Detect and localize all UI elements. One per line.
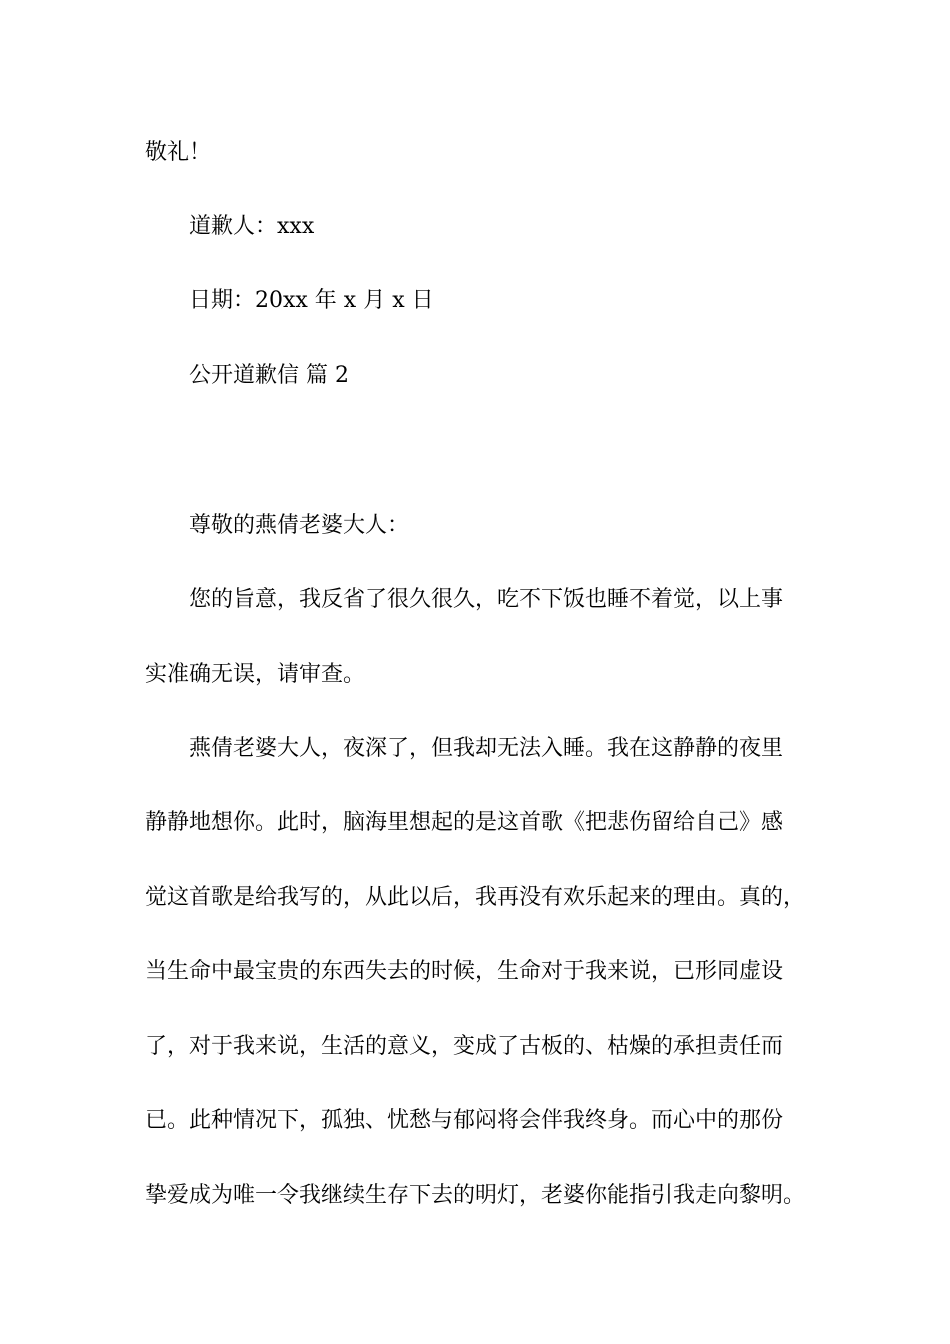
paragraph-2-line-3: 觉这首歌是给我写的，从此以后，我再没有欢乐起来的理由。真的， xyxy=(145,885,806,910)
closing-text: 敬礼！ xyxy=(145,140,212,165)
paragraph-2-line-1: 燕倩老婆大人，夜深了，但我却无法入睡。我在这静静的夜里 xyxy=(189,736,784,761)
paragraph-1-line-2: 实准确无误，请审查。 xyxy=(145,662,366,687)
paragraph-1-line-1: 您的旨意，我反省了很久很久，吃不下饭也睡不着觉，以上事 xyxy=(189,587,784,612)
paragraph-2-line-2: 静静地想你。此时，脑海里想起的是这首歌《把悲伤留给自己》感 xyxy=(145,810,784,835)
date-line: 日期：20xx 年 x 月 x 日 xyxy=(189,288,434,313)
paragraph-2-line-7: 挚爱成为唯一令我继续生存下去的明灯，老婆你能指引我走向黎明。 xyxy=(145,1183,806,1208)
paragraph-2-line-6: 已。此种情况下，孤独、忧愁与郁闷将会伴我终身。而心中的那份 xyxy=(145,1108,784,1133)
salutation: 尊敬的燕倩老婆大人： xyxy=(189,513,410,538)
paragraph-2-line-4: 当生命中最宝贵的东西失去的时候，生命对于我来说，已形同虚设 xyxy=(145,959,784,984)
section-heading: 公开道歉信 篇 2 xyxy=(189,363,349,388)
signer-line: 道歉人：xxx xyxy=(189,214,315,239)
paragraph-2-line-5: 了，对于我来说，生活的意义，变成了古板的、枯燥的承担责任而 xyxy=(145,1034,784,1059)
